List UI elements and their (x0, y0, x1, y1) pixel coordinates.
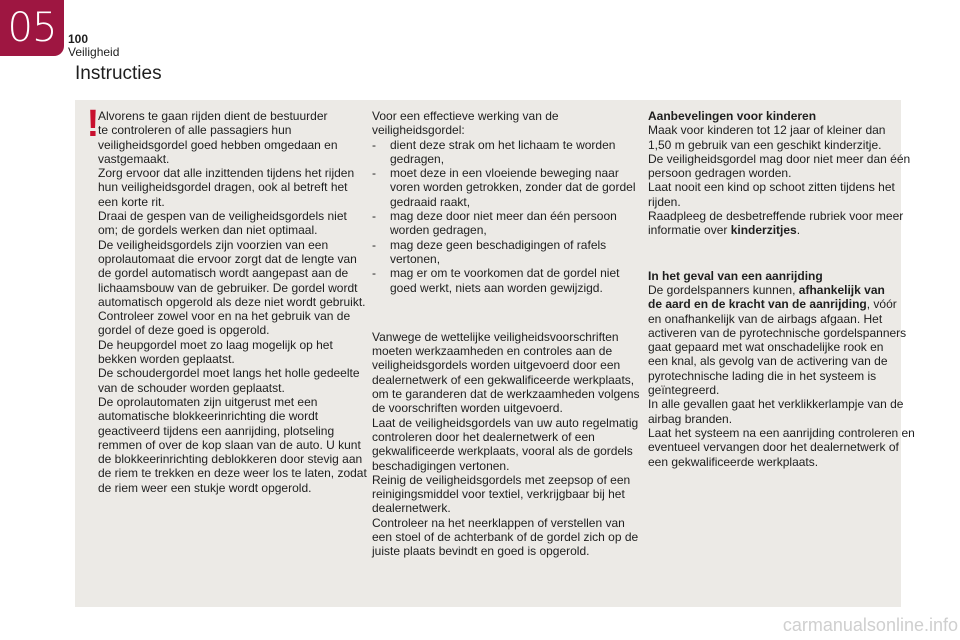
bullet-item (372, 138, 630, 152)
text-line: hun veiligheidsgordel dragen, ook al betreft het (98, 180, 348, 195)
text-line: de gordel automatisch wordt aangepast aan de (98, 266, 349, 281)
text-line: controleren door het dealernetwerk of een (372, 429, 595, 444)
text-line: de riem te trekken en deze weer los te laten, zodat (98, 466, 367, 481)
text-line: 1,50 m gebruik van een geschikt kinderzitje. (648, 137, 882, 152)
text-line: De schoudergordel moet langs het holle gedeelte (98, 366, 360, 381)
text-line: veiligheidsgordel: (372, 123, 465, 138)
kids-heading: Aanbevelingen voor kinderen (648, 109, 817, 123)
recommendations-column (648, 109, 915, 469)
text-line: vastgemaakt. (98, 151, 170, 166)
bullet-continuation: vertonen, (390, 251, 441, 266)
bullet-item (372, 166, 630, 180)
text-line: gekwalificeerde werkplaats, vooral als de gordels (372, 444, 633, 459)
bullet-continuation: gedragen, (390, 151, 445, 166)
text-line: een knal, als gevolg van de activering van de (648, 354, 888, 369)
text-line: om te garanderen dat de werkzaamheden volgens (372, 387, 640, 402)
text-line: De heupgordel moet zo laag mogelijk op het (98, 337, 333, 352)
text-line: De veiligheidsgordels zijn voorzien van een (98, 237, 329, 252)
text-line: Laat het systeem na een aanrijding controleren en (648, 425, 915, 440)
text-line: Controleer zowel voor en na het gebruik van de (98, 309, 351, 324)
kinderzitjes-reference: kinderzitjes (730, 223, 797, 238)
text-line: Voor een effectieve werking van de (372, 109, 559, 123)
text-line: gaat gepaard met wat onschadelijke rook en (648, 340, 884, 355)
chapter-tab: 05 (0, 0, 64, 56)
dash-bullet: - (372, 137, 376, 152)
page-number: 100 (68, 32, 89, 46)
text-line: eventueel vervangen door het dealernetwerk of (648, 440, 899, 455)
text-line: rijden. (648, 194, 681, 209)
text-line: de riem weer een stukje wordt opgerold. (98, 480, 312, 495)
text-line: veiligheidsgordel goed hebben omgedaan en (98, 137, 338, 152)
bullet-continuation: gedraaid raakt, (390, 194, 471, 209)
dash-bullet: - (372, 237, 376, 252)
text-line: pyrotechnische lading die in het systeem is (648, 368, 877, 383)
bullet-text: mag deze door niet meer dan één persoon (390, 209, 617, 224)
text-line: Reinig de veiligheidsgordels met zeepsop of een (372, 472, 631, 487)
text-line: Controleer na het neerklappen of verstellen van (372, 515, 625, 530)
text-line: lichaamsbouw van de gebruiker. De gordel wordt (98, 280, 358, 295)
bullet-text: mag er om te voorkomen dat de gordel niet (390, 266, 620, 281)
text-line: Laat nooit een kind op schoot zitten tijdens het (648, 180, 895, 195)
text-line: gordel of deze goed is opgerold. (98, 323, 270, 338)
exclamation-icon: ! (86, 103, 100, 145)
bullet-text: moet deze in een vloeiende beweging naar (390, 166, 619, 181)
text-line: airbag branden. (648, 411, 733, 426)
text-line: activeren van de pyrotechnische gordelspanners (648, 325, 907, 340)
text-line: te controleren of alle passagiers hun (98, 123, 292, 138)
belt-usage-column (372, 109, 640, 559)
dash-bullet: - (372, 266, 376, 281)
text-line: Draai de gespen van de veiligheidsgordels niet (98, 209, 347, 224)
text-line: een korte rit. (98, 194, 165, 209)
text-line: automatische blokkeerinrichting die wordt (98, 409, 319, 424)
text-line: om; de gordels werken dan niet optimaal. (98, 223, 318, 238)
text-line: de aard en de kracht van de aanrijding, vóór (648, 297, 897, 312)
text-line: de voorschriften worden uitgevoerd. (372, 401, 563, 416)
text-line: moeten werkzaamheden en controles aan de (372, 344, 613, 359)
text-line: De gordelspanners kunnen, afhankelijk van (648, 282, 885, 297)
bullet-item (372, 209, 630, 223)
text-line: en onafhankelijk van de airbags afgaan. Het (648, 311, 883, 326)
bullet-continuation: goed werkt, niets aan worden gewijzigd. (390, 280, 603, 295)
text-line: een stoel of de achterbank of de gordel zich op de (372, 530, 639, 545)
watermark: carmanualsonline.info (782, 615, 958, 635)
text-line: geactiveerd tijdens een aanrijding, plotseling (98, 423, 335, 438)
text-line: oprolautomaat die ervoor zorgt dat de lengte van (98, 251, 357, 266)
dash-bullet: - (372, 166, 376, 181)
text-line: dealernetwerk of een gekwalificeerde werkplaats, (372, 372, 635, 387)
text-line: Raadpleeg de desbetreffende rubriek voor meer (648, 209, 904, 224)
bullet-item (372, 266, 630, 280)
text-line: Alvorens te gaan rijden dient de bestuurder (98, 109, 328, 123)
text-line: geïntegreerd. (648, 383, 720, 398)
text-line: In alle gevallen gaat het verklikkerlampje van de (648, 397, 904, 412)
text-line: Vanwege de wettelijke veiligheidsvoorschriften (372, 329, 619, 344)
bullet-text: dient deze strak om het lichaam te worden (390, 137, 616, 152)
bullet-text: mag deze geen beschadigingen of rafels (390, 237, 607, 252)
section-name: Veiligheid (68, 45, 120, 59)
bullet-continuation: voren worden getrokken, zonder dat de gordel (390, 180, 636, 195)
text-line: reinigingsmiddel voor textiel, verkrijgbaar bij het (372, 487, 625, 502)
text-line: juiste plaats bevindt en goed is opgerold. (372, 544, 590, 559)
text-line: De veiligheidsgordel mag door niet meer dan één (648, 151, 911, 166)
text-line: beschadigingen vertonen. (372, 458, 510, 473)
text-line: informatie over kinderzitjes. (648, 223, 801, 238)
text-line: bekken worden geplaatst. (98, 352, 235, 367)
text-line: Maak voor kinderen tot 12 jaar of kleiner dan (648, 123, 886, 138)
warning-text-column (98, 109, 367, 495)
text-line: De oprolautomaten zijn uitgerust met een (98, 394, 318, 409)
text-line: persoon gedragen worden. (648, 166, 792, 181)
text-line: automatisch opgerold als deze niet wordt gebruikt. (98, 294, 366, 309)
text-line: van de schouder worden geplaatst. (98, 380, 285, 395)
text-line: Zorg ervoor dat alle inzittenden tijdens het rijden (98, 166, 355, 181)
text-line: een gekwalificeerde werkplaats. (648, 454, 819, 469)
text-line: dealernetwerk. (372, 501, 451, 516)
text-line: Laat de veiligheidsgordels van uw auto regelmatig (372, 415, 639, 430)
text-line: de blokkeerinrichting deblokkeren door stevig aan (98, 452, 363, 467)
dash-bullet: - (372, 209, 376, 224)
text-line: remmen of over de kop slaan van de auto. U kunt (98, 437, 361, 452)
text-line: veiligheidsgordels worden uitgevoerd door een (372, 358, 621, 373)
crash-heading: In het geval van een aanrijding (648, 268, 823, 283)
page-title: Instructies (75, 63, 162, 84)
bullet-item (372, 238, 630, 252)
bullet-continuation: worden gedragen, (390, 223, 487, 238)
